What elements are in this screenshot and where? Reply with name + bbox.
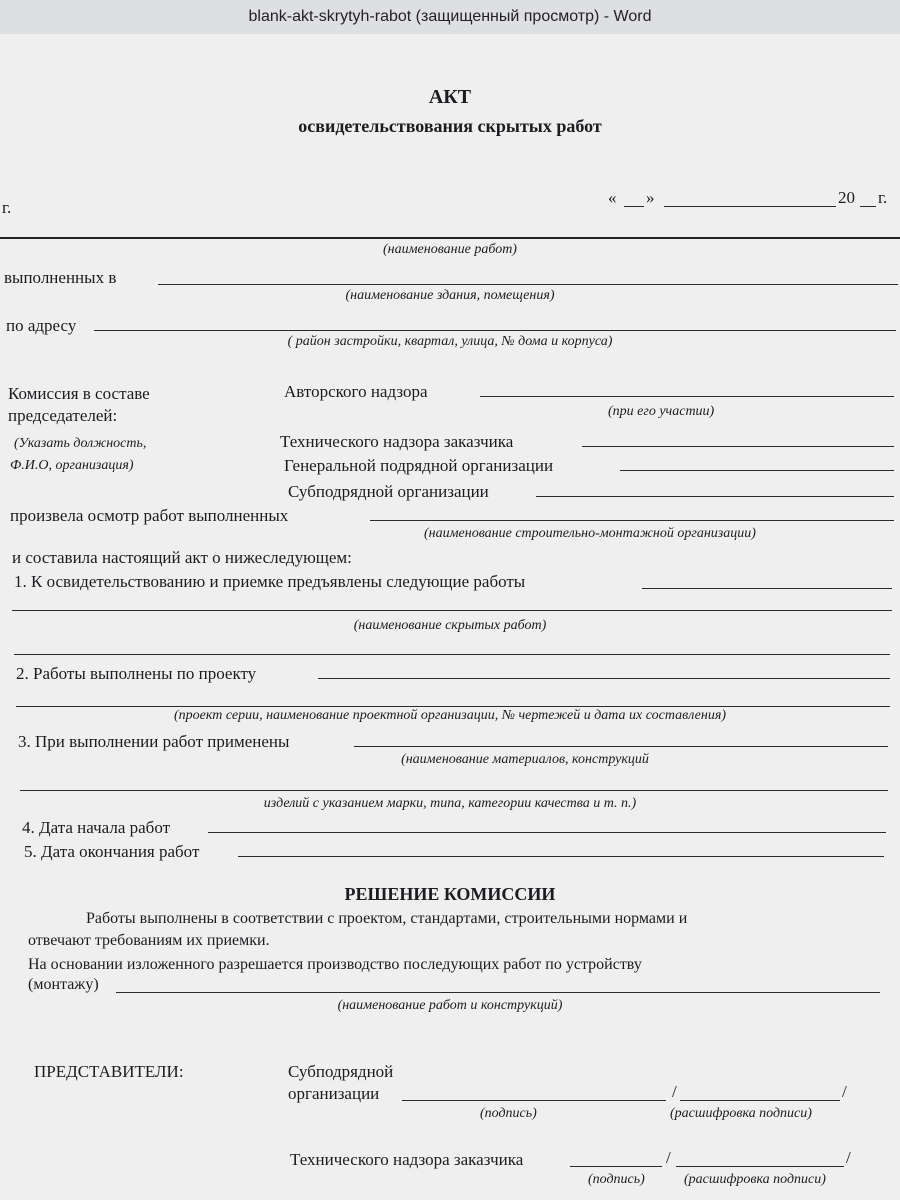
window-title: blank-akt-skrytyh-rabot (защищенный просмотр) - Word (248, 8, 652, 25)
item-4: 4. Дата начала работ (22, 818, 171, 837)
performed-in-label: выполненных в (4, 268, 117, 287)
caption-address: ( район застройки, квартал, улица, № дома и корпуса) (287, 334, 613, 349)
general-contractor: Генеральной подрядной организации (284, 456, 554, 475)
decision-p2-line1: На основании изложенного разрешается производство последующих работ по устройству (28, 956, 642, 973)
tech-caption-signature: (подпись) (588, 1172, 645, 1187)
general-contractor-line (620, 470, 894, 471)
month-line (664, 206, 836, 207)
item-1: 1. К освидетельствованию и приемке предъявлены следующие работы (14, 572, 526, 591)
doc-subtitle: освидетельствования скрытых работ (298, 116, 602, 136)
decision-p1-line1: Работы выполнены в соответствии с проектом, стандартами, строительными нормами и (86, 910, 688, 927)
item-1-line-a (642, 588, 892, 589)
caption-materials: (наименование материалов, конструкций (401, 752, 649, 767)
address-label: по адресу (6, 316, 77, 335)
item-3-line-a (354, 746, 888, 747)
item-2: 2. Работы выполнены по проекту (16, 664, 257, 683)
decision-p1-line2: отвечают требованиям их приемки. (28, 932, 270, 949)
caption-project: (проект серии, наименование проектной организации, № чертежей и дата их составления) (173, 708, 726, 723)
commission-label-1: Комиссия в составе (8, 384, 150, 403)
commission-hint-1: (Указать должность, (14, 436, 147, 451)
subcontractor: Субподрядной организации (288, 482, 489, 501)
item-3-line-b (20, 790, 888, 791)
caption-works-constructions: (наименование работ и конструкций) (337, 998, 563, 1013)
caption-work-name: (наименование работ) (383, 242, 517, 257)
year-line (860, 206, 876, 207)
date-open-quote: « (608, 188, 617, 207)
tech-caption-decode: (расшифровка подписи) (684, 1172, 826, 1187)
caption-hidden-works: (наименование скрытых работ) (353, 618, 547, 633)
sub-org-slash-2: / (842, 1082, 847, 1101)
day-line (624, 206, 644, 207)
work-name-line (0, 237, 900, 239)
representatives: ПРЕДСТАВИТЕЛИ: (34, 1062, 184, 1081)
year-prefix: 20 (838, 188, 855, 207)
city-suffix: г. (2, 198, 12, 217)
caption-products: изделий с указанием марки, типа, категории качества и т. п.) (263, 796, 637, 811)
item-1-line-b (12, 610, 892, 611)
decision-p2-line2: (монтажу) (28, 976, 99, 993)
doc-title: АКТ (428, 86, 472, 108)
act-intro: и составила настоящий акт о нижеследующем: (12, 548, 352, 567)
address-line (94, 330, 896, 331)
tech-supervision-sign: Технического надзора заказчика (290, 1150, 524, 1169)
tech-signature-line (570, 1166, 662, 1167)
tech-supervision-line (582, 446, 894, 447)
subcontractor-line (536, 496, 894, 497)
item-5-line (238, 856, 884, 857)
item-2-line-b (16, 706, 890, 707)
decision-title: РЕШЕНИЕ КОМИССИИ (344, 884, 556, 904)
sub-org-decode-line (680, 1100, 840, 1101)
sub-org-signature-line (402, 1100, 666, 1101)
sub-org-caption-signature: (подпись) (480, 1106, 537, 1121)
tech-slash-2: / (846, 1148, 851, 1167)
commission-label-2: председателей: (8, 406, 118, 425)
author-supervision-line (480, 396, 894, 397)
construction-org-line (370, 520, 894, 521)
tech-slash-1: / (666, 1148, 671, 1167)
window-titlebar (0, 0, 900, 34)
item-1-line-c (14, 654, 890, 655)
year-suffix: г. (878, 188, 888, 207)
item-2-line-a (318, 678, 890, 679)
caption-building: (наименование здания, помещения) (345, 288, 555, 303)
commission-hint-2: Ф.И.О, организация) (10, 458, 134, 473)
item-3: 3. При выполнении работ применены (18, 732, 290, 751)
sub-org-slash-1: / (672, 1082, 677, 1101)
author-supervision: Авторского надзора (284, 382, 428, 401)
caption-construction-org: (наименование строительно-монтажной организации) (424, 526, 756, 541)
decision-works-line (116, 992, 880, 993)
building-line (158, 284, 898, 285)
caption-if-present: (при его участии) (608, 404, 715, 419)
item-4-line (208, 832, 886, 833)
date-close-quote: » (646, 188, 655, 207)
document-page[interactable] (0, 34, 900, 1200)
inspected-label: произвела осмотр работ выполненных (10, 506, 289, 525)
tech-decode-line (676, 1166, 844, 1167)
sub-org-line-2: организации (288, 1084, 380, 1103)
sub-org-caption-decode: (расшифровка подписи) (670, 1106, 812, 1121)
sub-org-line-1: Субподрядной (288, 1062, 394, 1081)
item-5: 5. Дата окончания работ (24, 842, 200, 861)
tech-supervision: Технического надзора заказчика (280, 432, 514, 451)
